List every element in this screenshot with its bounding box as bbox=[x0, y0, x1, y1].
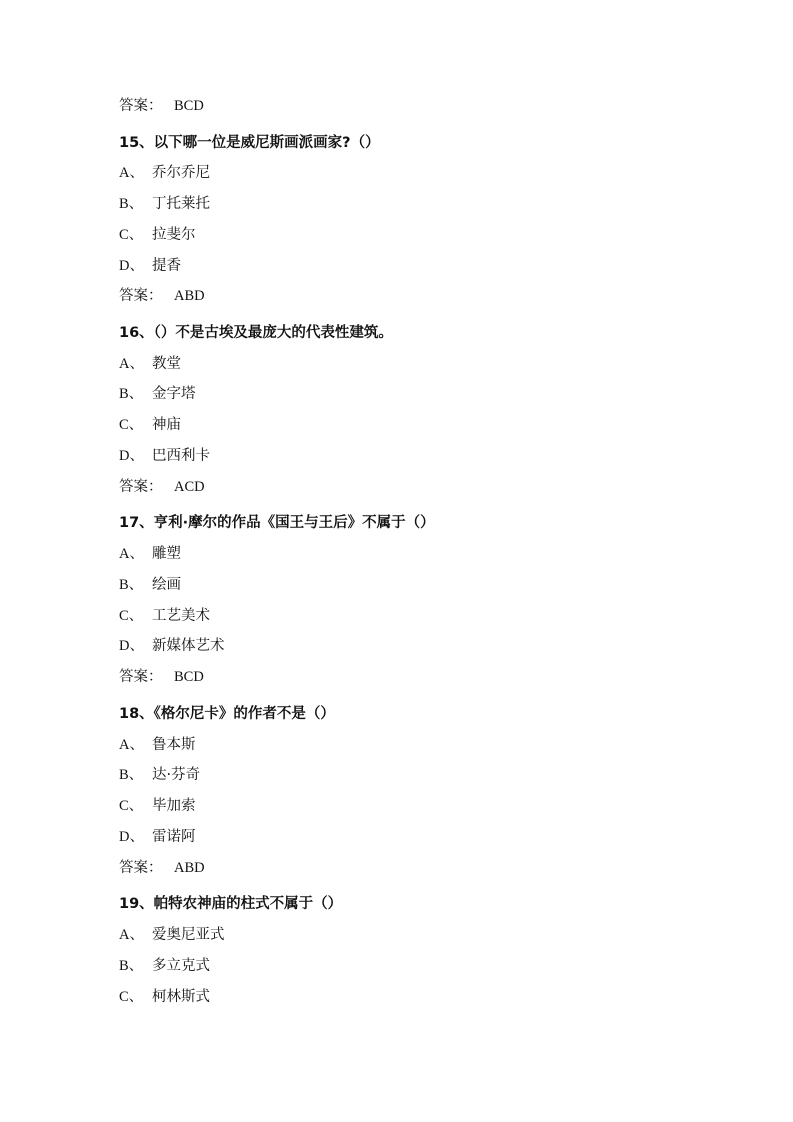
option-letter: A、 bbox=[119, 927, 144, 943]
question-title: 17、亨利·摩尔的作品《国王与王后》不属于（） bbox=[119, 515, 435, 531]
option-text: 雷诺阿 bbox=[152, 829, 196, 845]
answer-label: 答案： bbox=[119, 479, 163, 495]
option-letter: C、 bbox=[119, 608, 144, 624]
option-text: 拉斐尔 bbox=[152, 227, 196, 243]
option-line bbox=[119, 193, 210, 215]
option-letter: A、 bbox=[119, 356, 144, 372]
option-line bbox=[119, 383, 196, 405]
option-text: 教堂 bbox=[152, 356, 181, 372]
option-text: 巴西利卡 bbox=[152, 448, 210, 464]
answer-value: BCD bbox=[174, 98, 204, 114]
option-line bbox=[119, 162, 210, 184]
option-text: 提香 bbox=[152, 258, 181, 274]
option-letter: B、 bbox=[119, 767, 144, 783]
option-line bbox=[119, 826, 196, 848]
option-line bbox=[119, 924, 225, 946]
answer-line bbox=[119, 95, 204, 117]
option-text: 工艺美术 bbox=[152, 608, 210, 624]
option-letter: D、 bbox=[119, 258, 144, 274]
option-line bbox=[119, 353, 181, 375]
option-letter: B、 bbox=[119, 196, 144, 212]
option-line bbox=[119, 734, 196, 756]
question-title: 16、（）不是古埃及最庞大的代表性建筑。 bbox=[119, 325, 393, 341]
option-text: 毕加索 bbox=[152, 798, 196, 814]
answer-label: 答案： bbox=[119, 669, 163, 685]
option-letter: A、 bbox=[119, 737, 144, 753]
option-letter: C、 bbox=[119, 417, 144, 433]
answer-line bbox=[119, 857, 205, 879]
option-letter: D、 bbox=[119, 448, 144, 464]
answer-value: BCD bbox=[174, 669, 204, 685]
option-line bbox=[119, 955, 210, 977]
question-title: 18、《格尔尼卡》的作者不是（） bbox=[119, 706, 335, 722]
answer-value: ABD bbox=[174, 288, 205, 304]
question-title: 19、帕特农神庙的柱式不属于（） bbox=[119, 896, 343, 912]
answer-label: 答案： bbox=[119, 860, 163, 876]
answer-value: ABD bbox=[174, 860, 205, 876]
option-text: 乔尔乔尼 bbox=[152, 165, 210, 181]
option-letter: B、 bbox=[119, 577, 144, 593]
answer-value: ACD bbox=[174, 479, 205, 495]
option-line bbox=[119, 605, 210, 627]
option-text: 爱奥尼亚式 bbox=[152, 927, 225, 943]
option-letter: D、 bbox=[119, 829, 144, 845]
option-text: 达·芬奇 bbox=[152, 767, 201, 783]
option-text: 柯林斯式 bbox=[152, 989, 210, 1005]
option-text: 鲁本斯 bbox=[152, 737, 196, 753]
option-text: 神庙 bbox=[152, 417, 181, 433]
option-letter: C、 bbox=[119, 227, 144, 243]
option-line bbox=[119, 255, 181, 277]
option-text: 新媒体艺术 bbox=[152, 638, 225, 654]
option-text: 金字塔 bbox=[152, 386, 196, 402]
option-line bbox=[119, 795, 196, 817]
answer-label: 答案： bbox=[119, 98, 163, 114]
answer-line bbox=[119, 285, 205, 307]
option-letter: B、 bbox=[119, 958, 144, 974]
option-line bbox=[119, 224, 196, 246]
option-line bbox=[119, 543, 181, 565]
option-line bbox=[119, 635, 225, 657]
option-text: 雕塑 bbox=[152, 546, 181, 562]
option-line bbox=[119, 764, 200, 786]
option-text: 绘画 bbox=[152, 577, 181, 593]
option-line bbox=[119, 445, 210, 467]
option-line bbox=[119, 414, 181, 436]
option-letter: C、 bbox=[119, 989, 144, 1005]
option-letter: D、 bbox=[119, 638, 144, 654]
option-letter: A、 bbox=[119, 165, 144, 181]
answer-line bbox=[119, 476, 205, 498]
answer-line bbox=[119, 666, 204, 688]
answer-label: 答案： bbox=[119, 288, 163, 304]
option-letter: A、 bbox=[119, 546, 144, 562]
option-text: 多立克式 bbox=[152, 958, 210, 974]
option-text: 丁托莱托 bbox=[152, 196, 210, 212]
question-title: 15、以下哪一位是威尼斯画派画家?（） bbox=[119, 135, 380, 151]
option-line bbox=[119, 574, 181, 596]
option-letter: B、 bbox=[119, 386, 144, 402]
option-letter: C、 bbox=[119, 798, 144, 814]
option-line bbox=[119, 986, 210, 1008]
